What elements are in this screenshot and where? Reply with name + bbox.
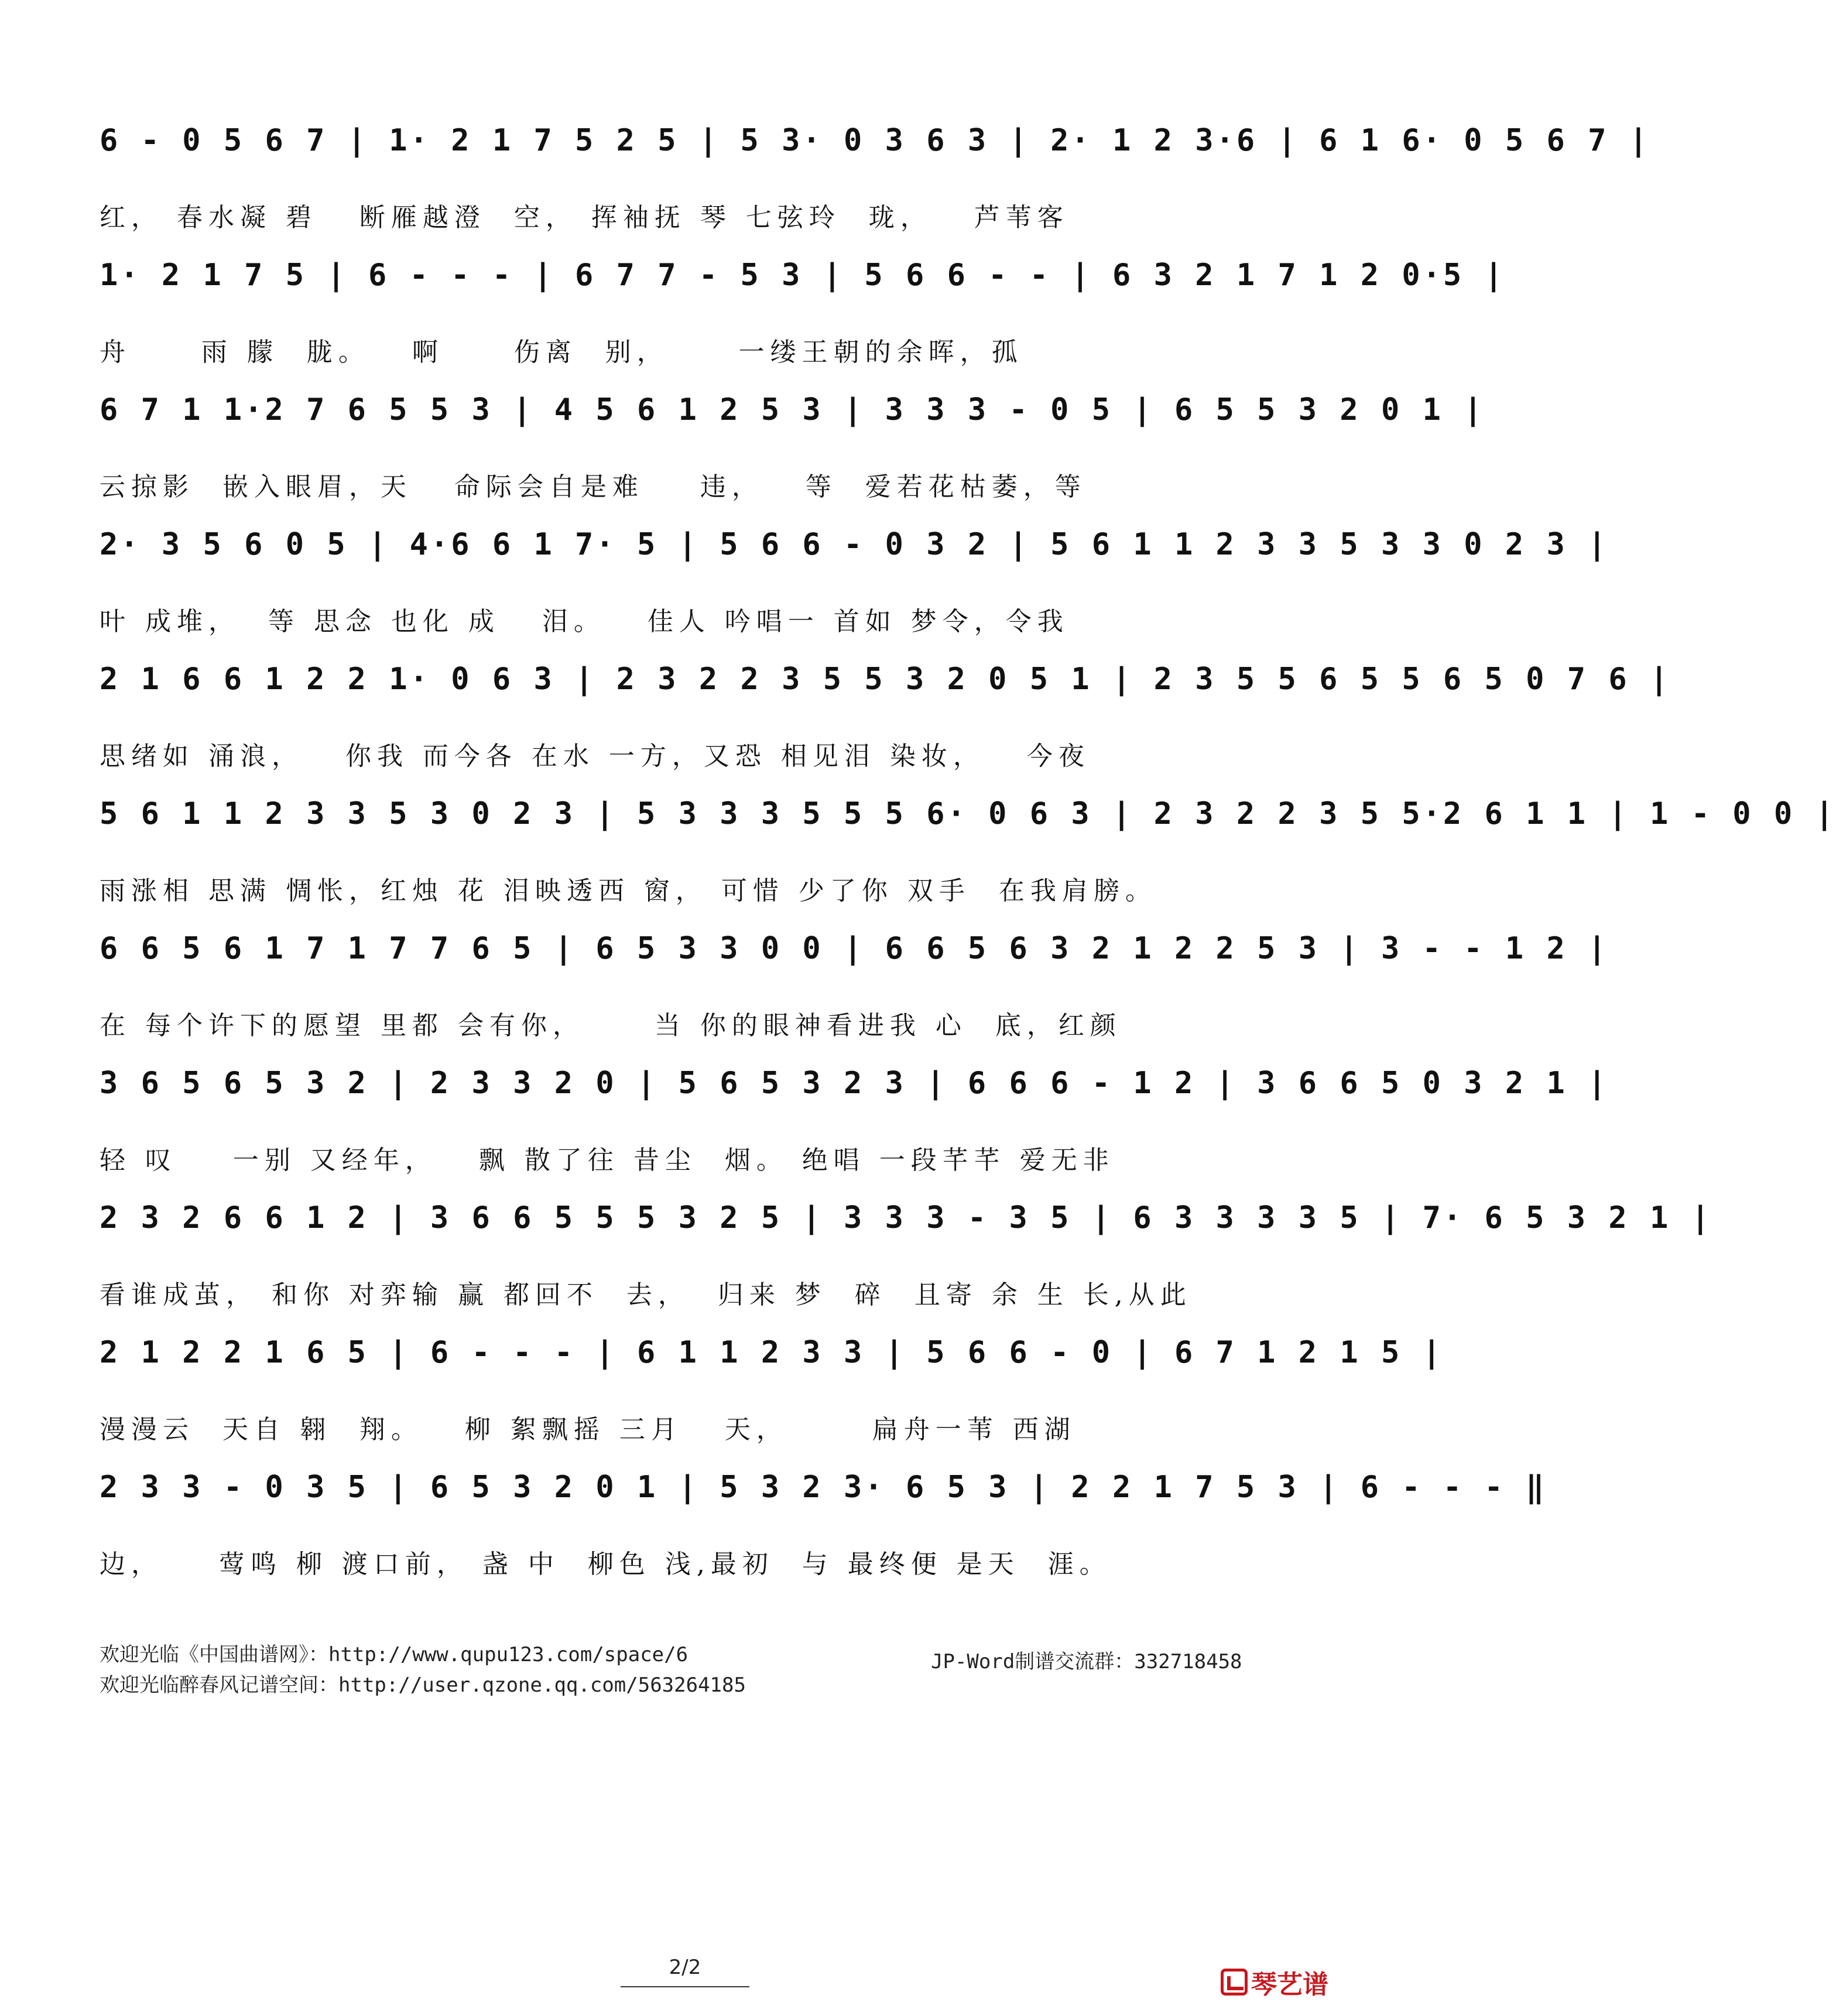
footer-links: [100, 1640, 919, 1700]
notes-line: 2 1 2 2 1 6 5 | 6 - - - | 6 1 1 2 3 3 | 5 6 6 - 0 | 6 7 1 2 1 5 |: [100, 1335, 1443, 1370]
notes-line: 2· 3 5 6 0 5 | 4·6 6 1 7· 5 | 5 6 6 - 0 3 2 | 5 6 1 1 2 3 3 5 3 3 0 2 3 |: [100, 527, 1609, 562]
notes-line: 1· 2 1 7 5 | 6 - - - | 6 7 7 - 5 3 | 5 6 6 - - | 6 3 2 1 7 1 2 0·5 |: [100, 258, 1505, 293]
notes-line: 2 1 6 6 1 2 2 1· 0 6 3 | 2 3 2 2 3 5 5 3 2 0 5 1 | 2 3 5 5 6 5 5 6 5 0 7 6 |: [100, 662, 1671, 697]
footer-group: JP-Word制谱交流群：332718458: [931, 1650, 1242, 1673]
notes-line: 2 3 2 6 6 1 2 | 3 6 6 5 5 5 3 2 5 | 3 3 3 - 3 5 | 6 3 3 3 3 5 | 7· 6 5 3 2 1 |: [100, 1200, 1712, 1235]
page-number: 2/2: [621, 1956, 749, 1979]
notes-line: 2 3 3 - 0 3 5 | 6 5 3 2 0 1 | 5 3 2 3· 6 5 3 | 2 2 1 7 5 3 | 6 - - - ‖: [100, 1470, 1547, 1505]
logo-text: 琴艺谱: [1251, 1970, 1328, 2000]
lyric-line: 看谁成茧， 和你 对弈输 赢 都回不 去， 归来 梦 碎 且寄 余 生 长,从此: [100, 1280, 1192, 1310]
notes-line: 6 7 1 1·2 7 6 5 5 3 | 4 5 6 1 2 5 3 | 3 3 3 - 0 5 | 6 5 5 3 2 0 1 |: [100, 392, 1485, 427]
lyric-line: 漫漫云 天自 翱 翔。 柳 絮飘摇 三月 天， 扁舟一苇 西湖: [100, 1415, 1076, 1445]
footer-link-qzone[interactable]: 欢迎光临醉春风记谱空间：http://user.qzone.qq.com/563264185: [100, 1673, 746, 1697]
lyric-line: 雨涨相 思满 惆怅，红烛 花 泪映透西 窗， 可惜 少了你 双手 在我肩膀。: [100, 876, 1157, 906]
notes-line: 6 6 5 6 1 7 1 7 7 6 5 | 6 5 3 3 0 0 | 6 6 5 6 3 2 1 2 2 5 3 | 3 - - 1 2 |: [100, 931, 1609, 966]
lyric-line: 在 每个许下的愿望 里都 会有你， 当 你的眼神看进我 心 底，红颜: [100, 1011, 1122, 1040]
notes-line: 3 6 5 6 5 3 2 | 2 3 3 2 0 | 5 6 5 3 2 3 | 6 6 6 - 1 2 | 3 6 6 5 0 3 2 1 |: [100, 1066, 1609, 1101]
lyric-line: 云掠影 嵌入眼眉，天 命际会自是难 违， 等 爱若花枯萎，等: [100, 472, 1087, 502]
lyric-line: 边， 莺鸣 柳 渡口前， 盏 中 柳色 浅,最初 与 最终便 是天 涯。: [100, 1549, 1111, 1579]
site-logo: [1221, 1964, 1355, 2000]
lyric-line: 思绪如 涌浪， 你我 而今各 在水 一方，又恐 相见泪 染妆， 今夜: [100, 741, 1090, 771]
notes-line: 5 6 1 1 2 3 3 5 3 0 2 3 | 5 3 3 3 5 5 5 6· 0 6 3 | 2 3 2 2 3 5 5·2 6 1 1 | 1 - 0 0 |: [100, 796, 1836, 831]
lyric-line: 轻 叹 一别 又经年， 飘 散了往 昔尘 烟。 绝唱 一段芊芊 爱无非: [100, 1145, 1115, 1175]
lyric-line: 舟 雨 朦 胧。 啊 伤离 别， 一缕王朝的余晖，孤: [100, 337, 1023, 367]
footer-link-qupu[interactable]: 欢迎光临《中国曲谱网》：http://www.qupu123.com/space/6: [100, 1643, 688, 1666]
lyric-line: 叶 成堆， 等 思念 也化 成 泪。 佳人 吟唱一 首如 梦令，令我: [100, 607, 1069, 636]
qinyipu-logo-icon: [1221, 1969, 1248, 1996]
notes-line: 6 - 0 5 6 7 | 1· 2 1 7 5 2 5 | 5 3· 0 3 6 3 | 2· 1 2 3·6 | 6 1 6· 0 5 6 7 |: [100, 123, 1650, 158]
lyric-line: 红， 春水凝 碧 断雁越澄 空， 挥袖抚 琴 七弦玲 珑， 芦苇客: [100, 203, 1069, 232]
